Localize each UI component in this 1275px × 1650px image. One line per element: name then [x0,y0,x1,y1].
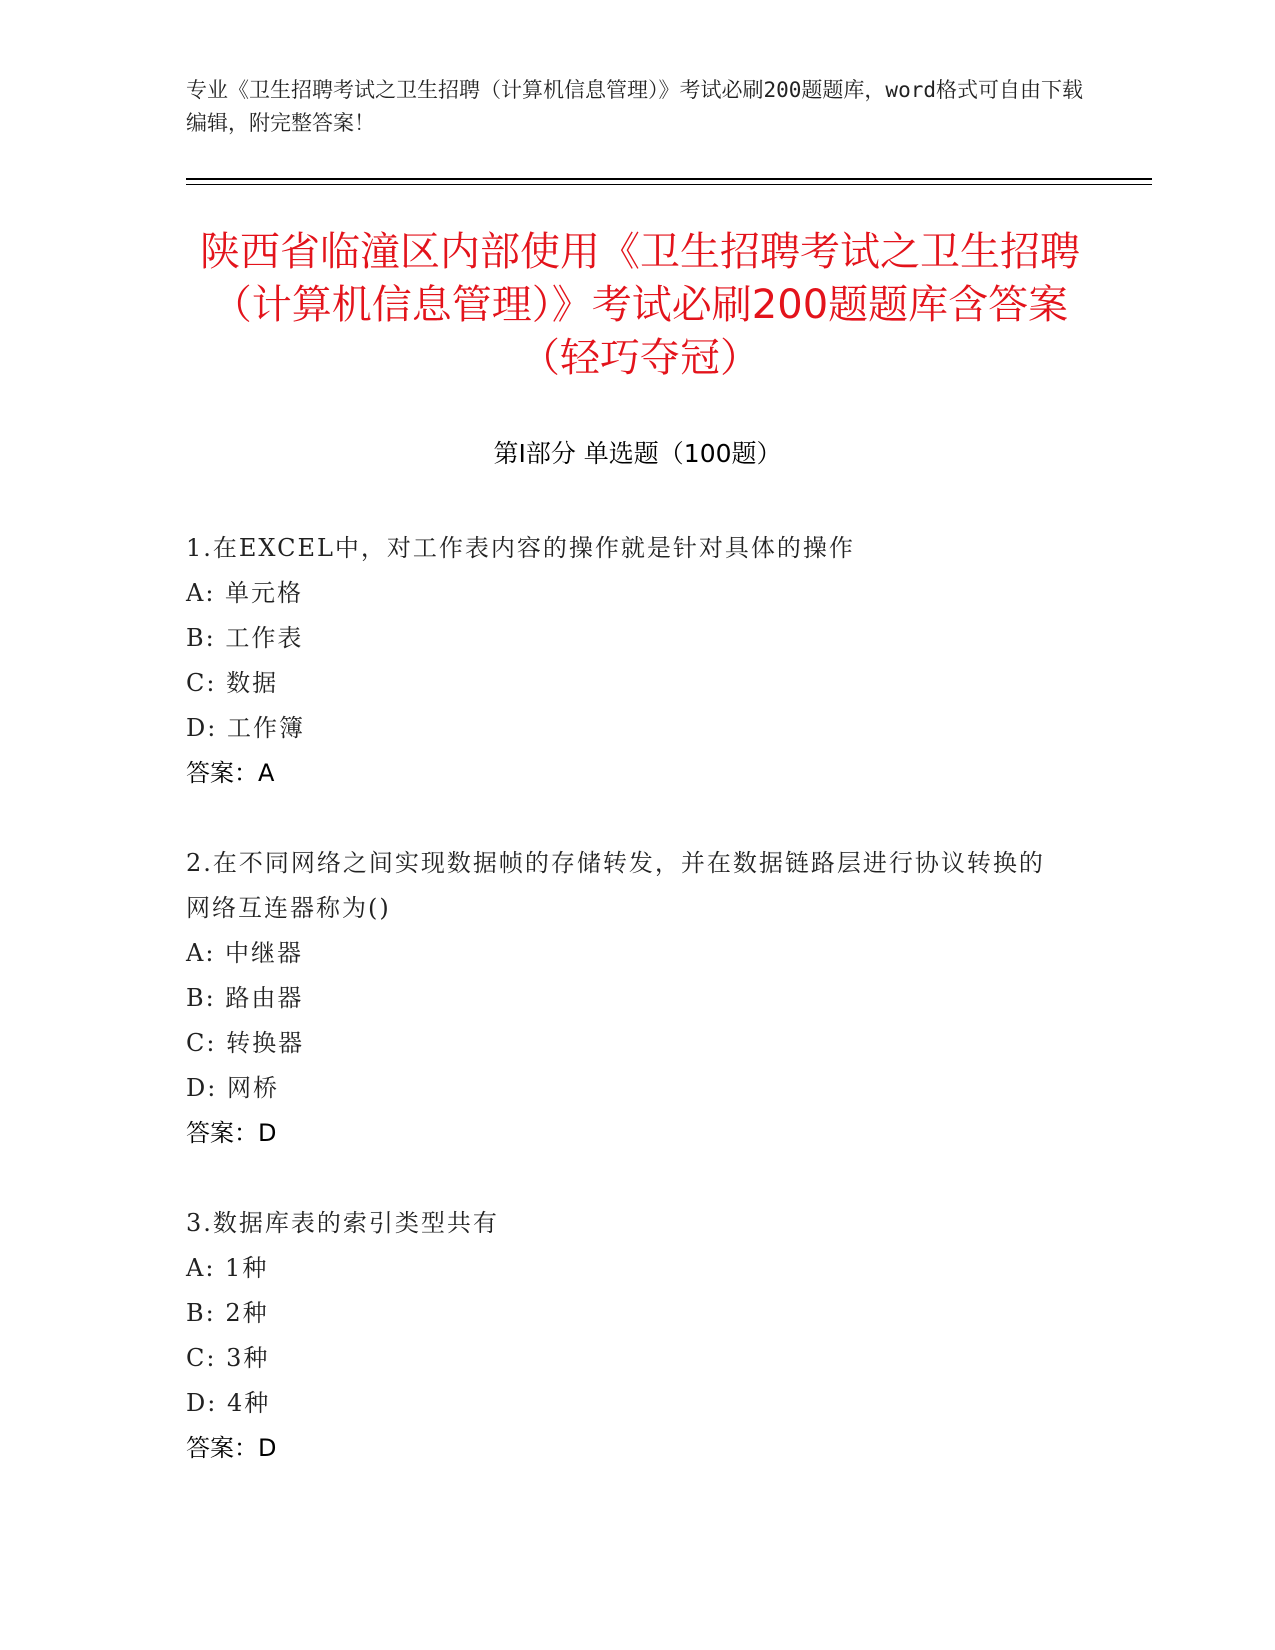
answer-line: 答案：D [186,1434,277,1462]
option-b: B: 工作表 [186,624,304,652]
question-item [186,841,1066,1156]
question-stem: 3.数据库表的索引类型共有 [186,1209,499,1237]
question-stem: 1.在EXCEL中，对工作表内容的操作就是针对具体的操作 [186,534,855,562]
option-b: B: 路由器 [186,984,304,1012]
section-heading: 第Ⅰ部分 单选题（100题） [493,439,782,468]
option-a: A: 单元格 [186,579,304,607]
document-title: 陕西省临潼区内部使用《卫生招聘考试之卫生招聘（计算机信息管理）》考试必刷200题题库含答案（轻巧夺冠） [200,229,1080,381]
answer-line: 答案：A [186,759,275,787]
question-item [186,526,1066,796]
option-c: C: 转换器 [186,1029,305,1057]
answer-line: 答案：D [186,1119,277,1147]
option-a: A: 中继器 [186,939,304,967]
option-a: A: 1种 [186,1254,269,1282]
question-list [186,526,1066,1516]
option-d: D: 工作簿 [186,714,305,742]
header-divider-thin [186,184,1152,185]
header-note: 专业《卫生招聘考试之卫生招聘（计算机信息管理）》考试必刷200题题库，word格式可自由下载编辑，附完整答案！ [186,78,1083,135]
option-d: D: 网桥 [186,1074,279,1102]
option-b: B: 2种 [186,1299,269,1327]
question-item [186,1201,1066,1471]
option-c: C: 数据 [186,669,279,697]
question-stem: 2.在不同网络之间实现数据帧的存储转发，并在数据链路层进行协议转换的网络互连器称为() [186,849,1045,922]
option-c: C: 3种 [186,1344,270,1372]
option-d: D: 4种 [186,1389,271,1417]
header-divider-thick [186,178,1152,180]
